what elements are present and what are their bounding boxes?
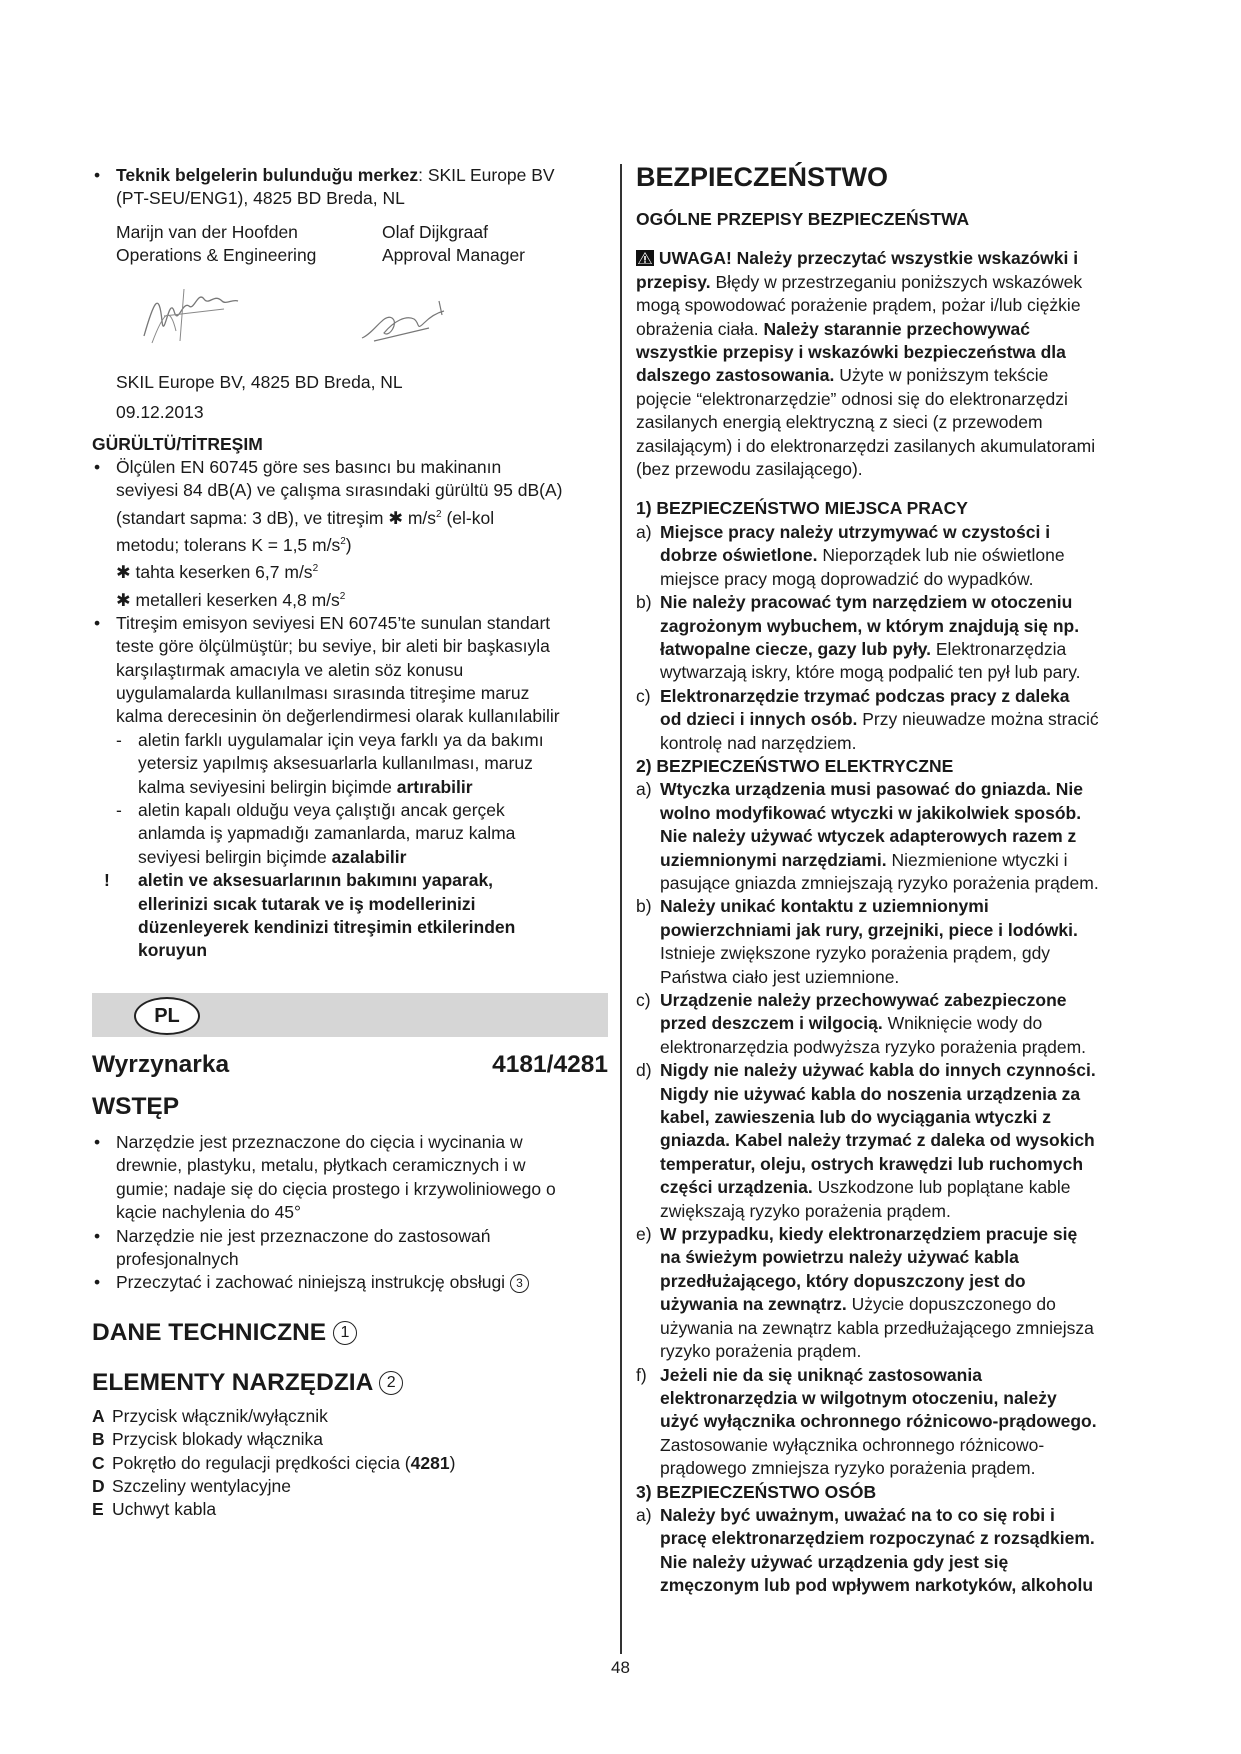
- intro-bullet-2: • Narzędzie nie jest przeznaczone do zastosowań profesjonalnych: [92, 1225, 608, 1272]
- warning-triangle-icon: [636, 250, 654, 266]
- noise-bullet: • Ölçülen EN 60745 göre ses basıncı bu makinanın seviyesi 84 dB(A) ve çalışma sırasındaki gürültü 95 dB(A) (standart sapma: 3 dB), ve titreşim ✱ $m/s^2$ (el-kol metodu; tolerans K = 1,5 $m/s^2$) ✱ tahta keserken 6,7 $m/s^2$ ✱ metalleri keserken 4,8 $m/s^2$: [92, 456, 608, 612]
- signatory-1: [116, 221, 316, 268]
- electrical-item-b: b) Należy unikać kontaktu z uziemnionymi powierzchniami jak rury, grzejniki, piece i lodówki. Istnieje zwiększone ryzyko porażenia prądem, gdy Państwa ciało jest uziemnione.: [636, 896, 1078, 987]
- signature-2-image: [354, 293, 454, 349]
- work-area-item-b: b) Nie należy pracować tym narzędziem w otoczeniu zagrożonym wybuchem, w którym znajdują się np. łatwopalne ciecze, gazy lub pyły. Elektronarzędzia wytwarzają iskry, które mogą podpalić ten pył lub pary.: [636, 592, 1081, 683]
- column-divider: [620, 164, 622, 1654]
- element-item: E Uchwyt kabla: [92, 1499, 217, 1520]
- electrical-item-d: d) Nigdy nie należy używać kabla do innych czynności. Nigdy nie używać kabla do noszenia urządzenia za kabel, zawieszenia lub do wyciągania wtyczki z gniazda. Kabel należy trzymać z daleka od wysokich temperatur, oleju, ostrych krawędzi lub ruchomych części urządzenia. Uszkodzone lub poplątane kable zwiększają ryzyko porażenia prądem.: [636, 1060, 1096, 1221]
- language-badge: PL: [134, 997, 200, 1035]
- tech-file-line: • Teknik belgelerin bulunduğu merkez: SKIL Europe BV (PT-SEU/ENG1), 4825 BD Breda, NL: [92, 164, 608, 211]
- vibration-dash-1: - aletin farklı uygulamalar için veya farklı ya da bakımı yetersiz yapılmış aksesuarlarla kullanılması, maruz kalma seviyesini belirgin biçimde artırabilir: [92, 729, 608, 799]
- vibration-bullet: • Titreşim emisyon seviyesi EN 60745’te sunulan standart teste göre ölçülmüştür; bu seviye, bir aleti bir başkasıyla karşılaştırmak amacıyla ve aletin söz konusu uygulamalarda kullanılması sırasında titreşime maruz kalma derecesinin ön değerlendirmesi olarak kullanılabilir: [92, 612, 608, 729]
- personal-item-a: a) Należy być uważnym, uważać na to co się robi i pracę elektronarzędziem rozpoczynać z rozsądkiem. Nie należy używać urządzenia gdy jest się zmęczonym lub pod wpływem narkotyków, alkoholu: [636, 1504, 1095, 1596]
- right-column: [636, 160, 1148, 1598]
- declaration-date: 09.12.2013: [116, 402, 204, 423]
- figure-ref-1: 1: [333, 1321, 357, 1345]
- work-area-heading: 1) BEZPIECZEŃSTWO MIEJSCA PRACY: [636, 498, 968, 519]
- product-title-row: [92, 1049, 608, 1081]
- intro-heading: WSTĘP: [92, 1092, 180, 1120]
- signatory-1-role: Operations & Engineering: [116, 245, 317, 266]
- general-warning: UWAGA! Należy przeczytać wszystkie wskazówki i przepisy. Błędy w przestrzeganiu poniższych wskazówek mogą spowodować porażenie prądem, pożar i/lub ciężkie obrażenia ciała. Należy starannie przechowywać wszystkie przepisy i wskazówki bezpieczeństwa dla dalszego zastosowania. Użyte w poniższym tekście pojęcie “elektronarzędzie” odnosi się do elektronarzędzi zasilanych energią elektryczną z sieci (z przewodem zasilającym) i do elektronarzędzi zasilanych akumulatorami (bez przewodu zasilającego).: [636, 248, 1096, 480]
- intro-bullet-1: • Narzędzie jest przeznaczone do cięcia i wycinania w drewnie, plastyku, metalu, płytkach ceramicznych i w gumie; nadaje się do cięcia prostego i krzywoliniowego o kącie nachylenia do 45°: [92, 1131, 608, 1225]
- work-area-item-a: a) Miejsce pracy należy utrzymywać w czystości i dobrze oświetlone. Nieporządek lub nie oświetlone miejsce pracy mogą doprowadzić do wypadków.: [636, 521, 1065, 589]
- product-model: 4181/4281: [492, 1050, 608, 1078]
- element-item: C Pokrętło do regulacji prędkości cięcia (4281): [92, 1452, 456, 1473]
- company-address: SKIL Europe BV, 4825 BD Breda, NL: [116, 371, 403, 392]
- signatory-2-name: Olaf Dijkgraaf: [382, 221, 489, 242]
- page-number: 48: [611, 1658, 630, 1677]
- safety-heading: BEZPIECZEŃSTWO: [636, 162, 889, 192]
- work-area-item-c: c) Elektronarzędzie trzymać podczas pracy z daleka od dzieci i innych osób. Przy nieuwadze można stracić kontrolę nad narzędziem.: [636, 685, 1099, 753]
- electrical-item-e: e) W przypadku, kiedy elektronarzędziem pracuje się na świeżym powietrzu należy używać kabla przedłużającego, który dopuszczony jest do używania na zewnątrz. Użycie dopuszczonego do używania na zewnątrz kabla przedłużającego zmniejsza ryzyko porażenia prądem.: [636, 1224, 1094, 1362]
- left-column: [92, 164, 608, 1522]
- signatory-2: [382, 221, 525, 268]
- intro-bullet-3: • Przeczytać i zachować niniejszą instrukcję obsługi 3: [92, 1271, 608, 1294]
- personal-safety-heading: 3) BEZPIECZEŃSTWO OSÓB: [636, 1481, 877, 1502]
- electrical-safety-heading: 2) BEZPIECZEŃSTWO ELEKTRYCZNE: [636, 755, 954, 776]
- electrical-item-c: c) Urządzenie należy przechowywać zabezpieczone przed deszczem i wilgocią. Wniknięcie wody do elektronarzędzia podwyższa ryzyko porażenia prądem.: [636, 990, 1087, 1057]
- product-name: Wyrzynarka: [92, 1050, 230, 1078]
- elements-heading: ELEMENTY NARZĘDZIA 2: [92, 1367, 608, 1399]
- tech-data-heading: DANE TECHNICZNE 1: [92, 1317, 608, 1349]
- language-bar: [92, 993, 608, 1037]
- noise-heading: GÜRÜLTÜ/TİTREŞIM: [92, 433, 263, 454]
- element-item: B Przycisk blokady włącznika: [92, 1429, 324, 1450]
- electrical-item-f: f) Jeżeli nie da się uniknąć zastosowania elektronarzędzia w wilgotnym otoczeniu, należy użyć wyłącznika ochronnego różnicowo-prądowego. Zastosowanie wyłącznika ochronnego różnicowo- prądowego zmniejsza ryzyko porażenia prądem.: [636, 1364, 1097, 1479]
- figure-ref-3: 3: [510, 1274, 529, 1293]
- vibration-dash-2: - aletin kapalı olduğu veya çalıştığı ancak gerçek anlamda iş yapmadığı zamanlarda, maruz kalma seviyesi belirgin biçimde azalabilir: [92, 799, 608, 869]
- signatory-1-name: Marijn van der Hoofden: [116, 221, 298, 242]
- vibration-warning: ! aletin ve aksesuarlarının bakımını yaparak, ellerinizi sıcak tutarak ve iş modellerinizi düzenleyerek kendinizi titreşimin etkilerinden koruyun: [92, 869, 608, 963]
- general-safety-heading: OGÓLNE PRZEPISY BEZPIECZEŃSTWA: [636, 209, 970, 229]
- signature-1-image: [134, 281, 244, 351]
- elements-list: [92, 1405, 608, 1522]
- signatures-block: [92, 221, 608, 371]
- element-item: D Szczeliny wentylacyjne: [92, 1475, 291, 1496]
- signatory-2-role: Approval Manager: [382, 245, 525, 266]
- electrical-item-a: a) Wtyczka urządzenia musi pasować do gniazda. Nie wolno modyfikować wtyczki w jakikolwiek sposób. Nie należy używać wtyczek adapterowych razem z uziemnionymi narzędziami. Niezmienione wtyczki i pasujące gniazda zmniejszają ryzyko porażenia prądem.: [636, 779, 1099, 893]
- element-item: A Przycisk włącznik/wyłącznik: [92, 1405, 328, 1426]
- figure-ref-2: 2: [379, 1371, 403, 1395]
